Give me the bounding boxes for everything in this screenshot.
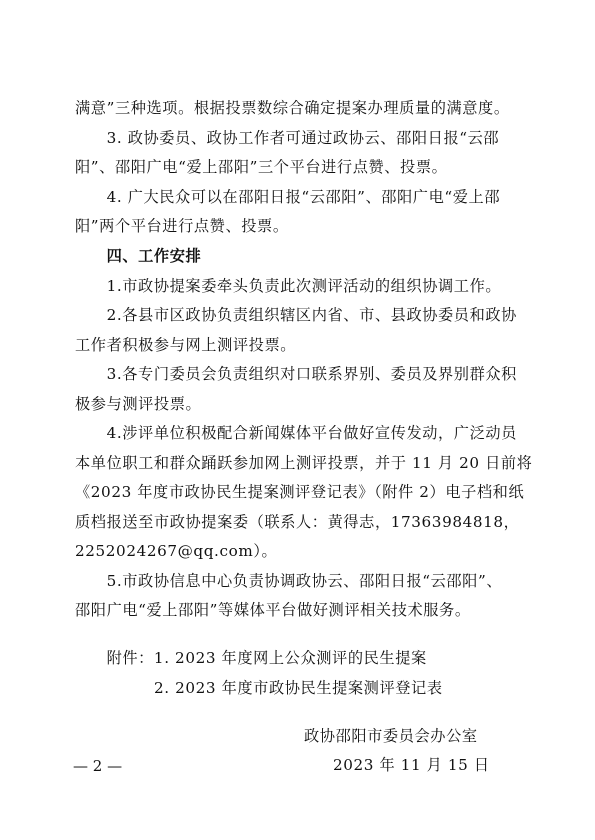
body-line: 4. 广大民众可以在邵阳日报“云邵阳”、邵阳广电“爱上邵	[75, 188, 501, 206]
body-line: 4.涉评单位积极配合新闻媒体平台做好宣传发动，广泛动员	[75, 424, 517, 442]
body-line: 质档报送至市政协提案委（联系人：黄得志，17363984818，	[75, 513, 520, 531]
body-line: 2.各县市区政协负责组织辖区内省、市、县政协委员和政协	[75, 306, 517, 324]
body-line: 本单位职工和群众踊跃参加网上测评投票，并于 11 月 20 日前将	[75, 454, 533, 472]
body-line: 满意”三种选项。根据投票数综合确定提案办理质量的满意度。	[75, 99, 510, 117]
attachment-line-1: 附件：1. 2023 年度网上公众测评的民生提案	[75, 649, 427, 667]
signature-date: 2023 年 11 月 15 日	[333, 756, 490, 774]
body-line: 5.市政协信息中心负责协调政协云、邵阳日报“云邵阳”、	[75, 572, 503, 590]
body-line: 极参与测评投票。	[75, 395, 202, 413]
body-line: 邵阳广电“爱上邵阳”等媒体平台做好测评相关技术服务。	[75, 601, 471, 619]
body-line: 阳”两个平台进行点赞、投票。	[75, 217, 289, 235]
body-line: 2252024267@qq.com）。	[75, 542, 278, 560]
body-line: 1.市政协提案委牵头负责此次测评活动的组织协调工作。	[75, 277, 502, 295]
body-line: 工作者积极参与网上测评投票。	[75, 336, 297, 354]
body-line: 3. 政协委员、政协工作者可通过政协云、邵阳日报“云邵	[75, 129, 500, 147]
attachment-line-2: 2. 2023 年度市政协民生提案测评登记表	[154, 679, 443, 697]
page-number: — 2 —	[73, 757, 123, 775]
body-line: 《2023 年度市政协民生提案测评登记表》（附件 2）电子档和纸	[75, 483, 525, 501]
section-heading: 四、工作安排	[75, 247, 202, 265]
signature-org: 政协邵阳市委员会办公室	[304, 727, 478, 745]
body-line: 阳”、邵阳广电“爱上邵阳”三个平台进行点赞、投票。	[75, 158, 448, 176]
body-line: 3.各专门委员会负责组织对口联系界别、委员及界别群众积	[75, 365, 517, 383]
